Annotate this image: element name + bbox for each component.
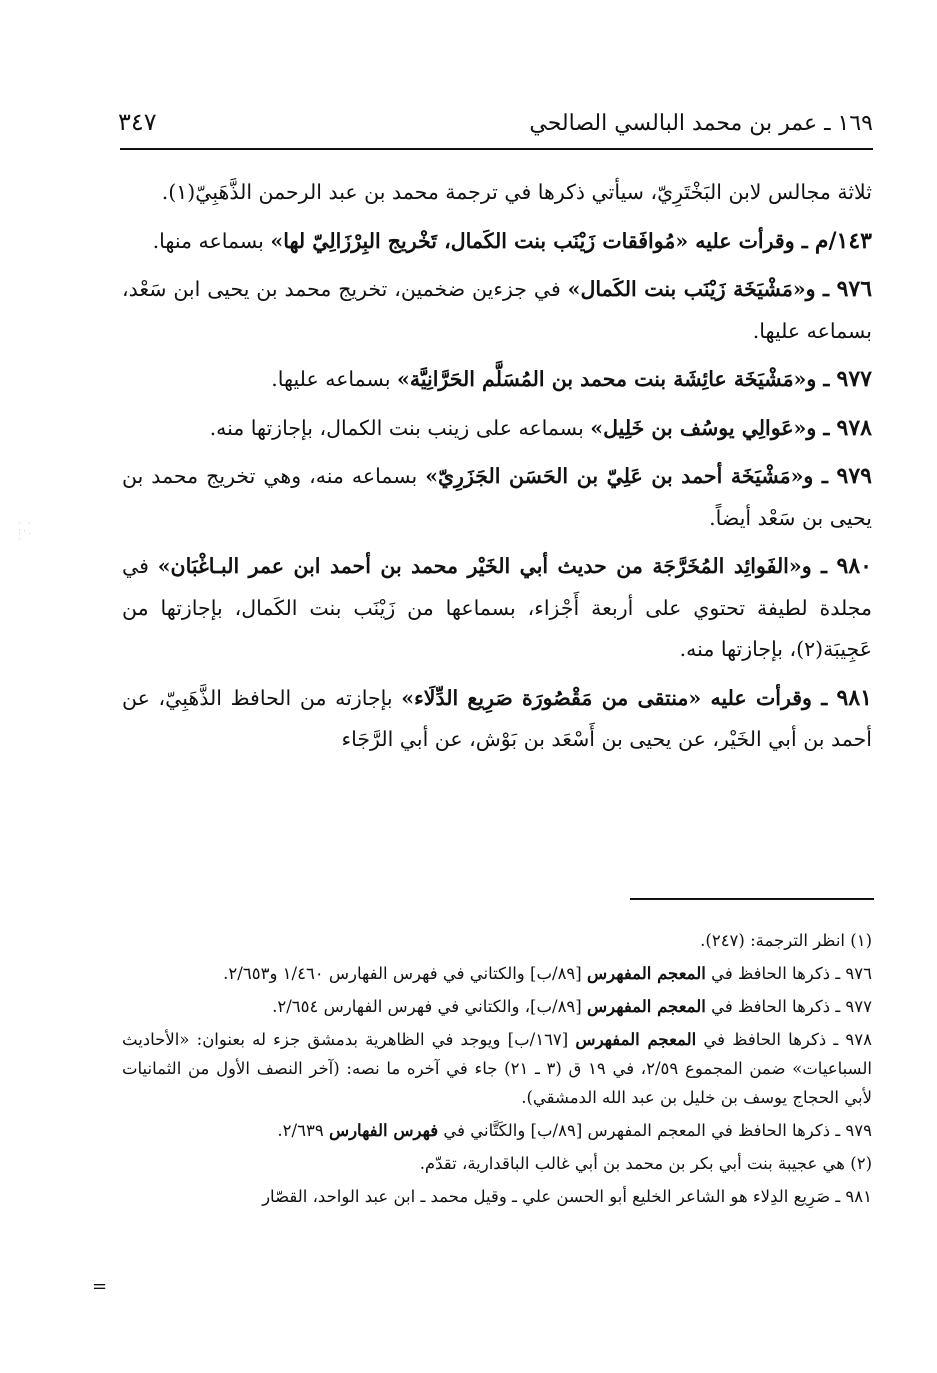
paragraph bbox=[122, 172, 872, 214]
footnote bbox=[122, 959, 872, 988]
entry-number: ٩٧٧ bbox=[836, 366, 872, 392]
footnote bbox=[122, 1025, 872, 1112]
entry-number: ٩٧٩ bbox=[836, 463, 872, 489]
paragraph bbox=[122, 269, 872, 352]
entry-title: ـ و«مَشْيَخَة عائِشَة بنت محمد بن المُسَلَّم الحَرَّانِيَّة» bbox=[397, 367, 837, 391]
footnote bbox=[122, 1182, 872, 1211]
footnote-text: (١) انظر الترجمة: (٢٤٧). bbox=[700, 931, 872, 950]
paragraph-text: بسماعه عليها. bbox=[271, 367, 398, 391]
footnote bbox=[122, 926, 872, 955]
footnote-text: ٩٧٦ ـ ذكرها الحافظ في bbox=[705, 964, 872, 983]
entry-number: ٩٨٠ bbox=[836, 553, 872, 579]
paragraph-text: بإجازته من الحافظ الذَّهَبِيّ، عن أحمد بن أبي الخَيْر، عن يحيى بن أَسْعَد بن بَوْش، عن أبي الرَّجَاء bbox=[122, 685, 872, 751]
scan-speck: · · :·. · bbox=[18, 519, 33, 545]
footnote bbox=[122, 1116, 872, 1145]
continuation-mark: = bbox=[92, 1276, 108, 1297]
entry-number: ١٤٣/م bbox=[814, 227, 872, 254]
footnote-text: ٢/٦٣٩. bbox=[277, 1121, 329, 1140]
paragraph bbox=[122, 546, 872, 671]
header-title: ١٦٩ ـ عمر بن محمد البالسي الصالحي bbox=[529, 111, 873, 136]
entry-title: ـ وقرأت عليه «منتقى من مَقْصُورَة صَرِيع الدِّلَاء» bbox=[401, 685, 837, 710]
footnote-bold: المعجم المفهرس bbox=[586, 997, 706, 1016]
footnote bbox=[122, 992, 872, 1021]
footnote-text: ٩٧٩ ـ ذكرها الحافظ في المعجم المفهرس [٨٩/ب] والكَتَّاني في bbox=[438, 1121, 872, 1140]
paragraph bbox=[122, 408, 872, 450]
paragraph bbox=[122, 221, 872, 263]
footnote-bold: فهرس الفهارس bbox=[328, 1121, 439, 1140]
paragraph-text: في مجلدة لطيفة تحتوي على أربعة أَجْزاء، بسماعها من زَيْنَب بنت الكَمال، بإجازتها من عَجِيبَة(٢)، بإجازتها منه. bbox=[122, 554, 872, 661]
running-header bbox=[118, 92, 873, 136]
paragraph-text: ثلاثة مجالس لابن البَخْتَرِيّ، سيأتي ذكرها في ترجمة محمد بن عبد الرحمن الذَّهَبِيّ(١). bbox=[161, 180, 872, 204]
paragraph-text: في جزءين ضخمين، تخريج محمد بن يحيى ابن سَعْد، بسماعه عليها. bbox=[122, 277, 872, 343]
footnote-text: [١٦٧/ب] ويوجد في الظاهرية بدمشق جزء له بعنوان: «الأحاديث السباعيات» ضمن المجموع ٢/٥٩، في ١٩ ق (٣ ـ ٢١) جاء في آخره ما نصه: (آخر النصف الأول من الثمانيات لأبي الحجاج يوسف بن خليل بن عبد الله الدمشقي). bbox=[122, 1030, 872, 1107]
entry-title: ـ و«مَشْيَخَة أحمد بن عَلِيّ بن الحَسَن الجَزَرِيّ» bbox=[425, 464, 837, 488]
entry-number: ٩٨١ bbox=[836, 684, 872, 711]
footnote-text: [٨٩/ب]، والكتاني في فهرس الفهارس ٢/٦٥٤. bbox=[272, 997, 587, 1016]
entry-title: ـ و«الفَوائِد المُخَرَّجَة من حديث أبي الخَيْر محمد بن أحمد ابن عمر البـاغْبَان» bbox=[157, 554, 837, 578]
footnote-separator bbox=[630, 898, 874, 900]
paragraph bbox=[122, 678, 872, 761]
main-text bbox=[122, 172, 872, 768]
paragraph-text: بسماعه على زينب بنت الكمال، بإجازتها منه. bbox=[209, 415, 591, 440]
entry-title: ـ وقرأت عليه «مُوافَقات زَيْنَب بنت الكَمال، تَخْريج البِرْزَالِيّ لها» bbox=[270, 228, 815, 253]
footnote-text: (٢) هي عجيبة بنت أبي بكر بن محمد بن أبي غالب الباقدارية، تقدّم. bbox=[419, 1154, 872, 1173]
footnote-text: ٩٨١ ـ صَرِيع الدِلاء هو الشاعر الخليع أبو الحسن علي ـ وقيل محمد ـ ابن عبد الواحد، القصّار bbox=[262, 1187, 872, 1206]
footnotes bbox=[122, 926, 872, 1215]
page-number: ٣٤٧ bbox=[118, 108, 157, 136]
entry-title: ـ و«مَشْيَخَة زَيْنَب بنت الكَمال» bbox=[567, 277, 837, 301]
entry-number: ٩٧٨ bbox=[836, 414, 872, 441]
entry-title: ـ و«عَوالِي يوسُف بن خَلِيل» bbox=[590, 415, 837, 440]
footnote-text: [٨٩/ب] والكتاني في فهرس الفهارس ١/٤٦٠ و٢/٦٥٣. bbox=[223, 964, 587, 983]
paragraph bbox=[122, 359, 872, 401]
footnote-bold: المعجم المفهرس bbox=[575, 1030, 697, 1049]
entry-number: ٩٧٦ bbox=[836, 276, 873, 302]
footnote-text: ٩٧٨ ـ ذكرها الحافظ في bbox=[696, 1030, 872, 1049]
header-rule bbox=[120, 148, 873, 150]
footnote-text: ٩٧٧ ـ ذكرها الحافظ في bbox=[705, 997, 872, 1016]
paragraph bbox=[122, 456, 872, 539]
footnote bbox=[122, 1149, 872, 1178]
footnote-bold: المعجم المفهرس bbox=[586, 964, 706, 983]
paragraph-text: بسماعه منه، وهي تخريج محمد بن يحيى بن سَعْد أيضاً. bbox=[122, 464, 872, 530]
paragraph-text: بسماعه منها. bbox=[152, 228, 271, 253]
